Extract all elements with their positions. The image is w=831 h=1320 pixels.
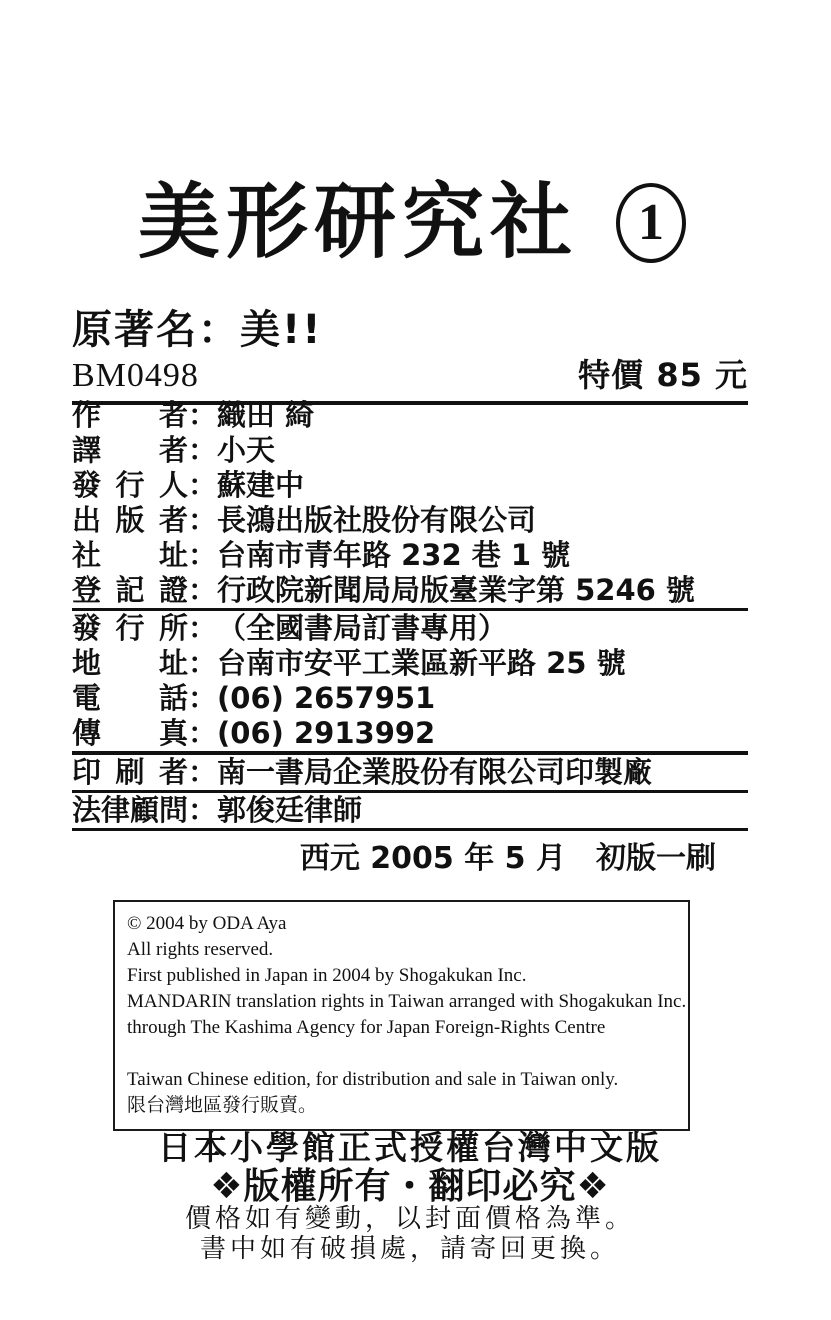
row-colon: ： bbox=[188, 433, 218, 467]
row-label: 電話 bbox=[72, 681, 188, 715]
copyright-box bbox=[113, 900, 690, 1131]
row-value: 行政院新聞局局版臺業字第 5246 號 bbox=[217, 573, 695, 607]
row-colon: ： bbox=[188, 398, 218, 432]
row-value: 南一書局企業股份有限公司印製廠 bbox=[217, 755, 653, 789]
row-value: 郭俊廷律師 bbox=[217, 793, 363, 827]
row-value: 織田 綺 bbox=[217, 398, 315, 432]
copyright-line: Taiwan Chinese edition, for distribution and sale in Taiwan only. bbox=[127, 1069, 619, 1090]
volume-circle-icon bbox=[616, 183, 686, 263]
row-label: 地址 bbox=[72, 646, 188, 680]
colophon-row bbox=[72, 716, 748, 751]
row-colon: ： bbox=[188, 646, 218, 680]
row-label: 發行人 bbox=[72, 468, 188, 502]
row-value: (06) 2657951 bbox=[217, 681, 436, 715]
price-change-notice: 價格如有變動，以封面價格為準。 bbox=[184, 1204, 635, 1234]
row-colon: ： bbox=[188, 793, 218, 827]
title-row bbox=[138, 175, 686, 270]
row-label: 譯者 bbox=[72, 433, 188, 467]
colophon-section-legal bbox=[72, 793, 748, 831]
colophon-section-distributor bbox=[72, 611, 748, 755]
colophon-row bbox=[72, 503, 748, 538]
volume-number: 1 bbox=[638, 194, 665, 252]
colophon-table bbox=[72, 398, 748, 879]
row-label: 發行所 bbox=[72, 611, 188, 645]
copyright-line: MANDARIN translation rights in Taiwan arranged with Shogakukan Inc. bbox=[127, 991, 687, 1012]
row-value: 長鴻出版社股份有限公司 bbox=[217, 503, 537, 537]
colophon-row bbox=[72, 793, 748, 828]
colophon-row bbox=[72, 433, 748, 468]
row-colon: ： bbox=[188, 611, 218, 645]
original-title: 原著名：美!! bbox=[72, 307, 323, 353]
row-value: 小天 bbox=[217, 433, 276, 467]
colophon-row bbox=[72, 398, 748, 433]
colophon-row bbox=[72, 755, 748, 790]
row-colon: ： bbox=[188, 573, 218, 607]
row-colon: ： bbox=[188, 681, 218, 715]
book-code: BM0498 bbox=[72, 357, 199, 394]
row-colon: ： bbox=[188, 538, 218, 572]
colophon-row bbox=[72, 538, 748, 573]
row-value: （全國書局訂書專用） bbox=[217, 611, 508, 645]
row-label: 社址 bbox=[72, 538, 188, 572]
row-value: (06) 2913992 bbox=[217, 716, 436, 750]
colophon-section-publisher bbox=[72, 398, 748, 611]
copyright-line: © 2004 by ODA Aya bbox=[127, 913, 287, 934]
row-label: 出版者 bbox=[72, 503, 188, 537]
copyright-line: First published in Japan in 2004 by Shogakukan Inc. bbox=[127, 965, 527, 986]
row-label: 印刷者 bbox=[72, 755, 188, 789]
colophon-row bbox=[72, 468, 748, 503]
copyright-line: All rights reserved. bbox=[127, 939, 274, 960]
row-value: 台南市安平工業區新平路 25 號 bbox=[217, 646, 626, 680]
row-colon: ： bbox=[188, 468, 218, 502]
colophon-row bbox=[72, 611, 748, 646]
row-label: 傳真 bbox=[72, 716, 188, 750]
row-colon: ： bbox=[188, 503, 218, 537]
copyright-line: through The Kashima Agency for Japan Foreign-Rights Centre bbox=[127, 1017, 606, 1038]
page-title: 美形研究社 bbox=[138, 175, 579, 270]
row-label: 法律顧問 bbox=[72, 793, 189, 827]
rights-line: ❖版權所有・翻印必究❖ bbox=[210, 1166, 610, 1207]
row-value: 蘇建中 bbox=[217, 468, 305, 502]
row-label: 作者 bbox=[72, 398, 188, 432]
copyright-line bbox=[127, 1041, 676, 1067]
edition-line: 西元 2005 年 5 月 初版一刷 bbox=[299, 841, 716, 876]
colophon-section-printer bbox=[72, 755, 748, 793]
price-tag: 特價 85 元 bbox=[578, 356, 748, 394]
row-value: 台南市青年路 232 巷 1 號 bbox=[217, 538, 571, 572]
colophon-row bbox=[72, 573, 748, 608]
colophon-row bbox=[72, 681, 748, 716]
copyright-line: 限台灣地區發行販賣。 bbox=[127, 1095, 318, 1116]
row-colon: ： bbox=[188, 716, 218, 750]
row-label: 登記證 bbox=[72, 573, 188, 607]
colophon-row bbox=[72, 646, 748, 681]
license-line: 日本小學館正式授權台灣中文版 bbox=[158, 1128, 662, 1167]
row-colon: ： bbox=[188, 755, 218, 789]
damage-replace-notice: 書中如有破損處，請寄回更換。 bbox=[199, 1234, 620, 1264]
code-price-row bbox=[72, 350, 748, 405]
